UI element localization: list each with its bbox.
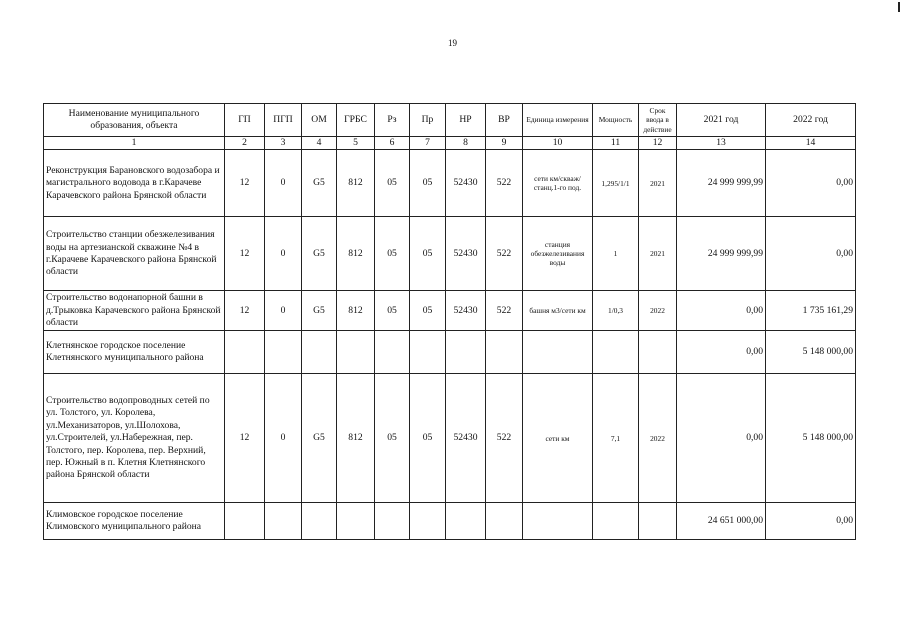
- amount-2021-cell: 0,00: [677, 374, 766, 503]
- amount-2021-cell: 24 999 999,99: [677, 150, 766, 217]
- unit-cell: сети км: [523, 374, 593, 503]
- commission-year-cell: 2022: [639, 291, 677, 331]
- rz-cell: 05: [375, 374, 410, 503]
- commission-year-cell: 2021: [639, 217, 677, 291]
- header-row: [44, 104, 856, 137]
- capacity-cell: 1/0,3: [593, 291, 639, 331]
- header-cell: Срок ввода в действие: [639, 104, 677, 137]
- unit-cell: сети км/скваж/станц.1-го под.: [523, 150, 593, 217]
- rz-cell: 05: [375, 291, 410, 331]
- amount-2021-cell: 0,00: [677, 331, 766, 374]
- amount-2022-cell: 0,00: [766, 150, 856, 217]
- column-number: 13: [677, 137, 766, 150]
- amount-2022-cell: 1 735 161,29: [766, 291, 856, 331]
- object-name-cell: Строительство станции обезжелезивания воды на артезианской скважине №4 в г.Карачеве Карачевского района Брянской области: [44, 217, 225, 291]
- header-cell: ВР: [486, 104, 523, 137]
- budget-table: [43, 103, 856, 540]
- nr-cell: [446, 331, 486, 374]
- municipality-name-cell: Клетнянское городское поселение Клетнянского муниципального района: [44, 331, 225, 374]
- grbs-cell: 812: [337, 291, 375, 331]
- header-cell: Единица измерения: [523, 104, 593, 137]
- column-number: 10: [523, 137, 593, 150]
- capacity-cell: [593, 503, 639, 540]
- vr-cell: 522: [486, 291, 523, 331]
- page-number: 19: [448, 38, 457, 48]
- om-cell: G5: [302, 374, 337, 503]
- pgp-cell: 0: [265, 217, 302, 291]
- om-cell: G5: [302, 150, 337, 217]
- column-number: 4: [302, 137, 337, 150]
- column-number: 12: [639, 137, 677, 150]
- header-cell: ГП: [225, 104, 265, 137]
- nr-cell: 52430: [446, 374, 486, 503]
- commission-year-cell: 2021: [639, 150, 677, 217]
- grbs-cell: 812: [337, 217, 375, 291]
- om-cell: [302, 331, 337, 374]
- amount-2022-cell: 5 148 000,00: [766, 374, 856, 503]
- unit-cell: [523, 331, 593, 374]
- amount-2022-cell: 0,00: [766, 217, 856, 291]
- nr-cell: 52430: [446, 150, 486, 217]
- om-cell: G5: [302, 217, 337, 291]
- header-cell: ОМ: [302, 104, 337, 137]
- pgp-cell: [265, 331, 302, 374]
- vr-cell: 522: [486, 374, 523, 503]
- header-cell: Наименование муниципального образования, объекта: [44, 104, 225, 137]
- header-cell: 2021 год: [677, 104, 766, 137]
- gp-cell: 12: [225, 374, 265, 503]
- header-cell: ГРБС: [337, 104, 375, 137]
- grbs-cell: [337, 503, 375, 540]
- column-number: 8: [446, 137, 486, 150]
- amount-2022-cell: 5 148 000,00: [766, 331, 856, 374]
- gp-cell: 12: [225, 291, 265, 331]
- pgp-cell: 0: [265, 150, 302, 217]
- nr-cell: 52430: [446, 291, 486, 331]
- object-name-cell: Строительство водонапорной башни в д.Трыковка Карачевского района Брянской области: [44, 291, 225, 331]
- vr-cell: [486, 331, 523, 374]
- grbs-cell: [337, 331, 375, 374]
- column-number: 2: [225, 137, 265, 150]
- capacity-cell: 1: [593, 217, 639, 291]
- header-cell: Мощность: [593, 104, 639, 137]
- pgp-cell: 0: [265, 291, 302, 331]
- column-number: 9: [486, 137, 523, 150]
- grbs-cell: 812: [337, 374, 375, 503]
- rz-cell: 05: [375, 150, 410, 217]
- unit-cell: станция обезжелезивания воды: [523, 217, 593, 291]
- header-cell: НР: [446, 104, 486, 137]
- header-cell: ПГП: [265, 104, 302, 137]
- amount-2022-cell: 0,00: [766, 503, 856, 540]
- gp-cell: [225, 503, 265, 540]
- table-row: [44, 374, 856, 503]
- vr-cell: 522: [486, 150, 523, 217]
- amount-2021-cell: 0,00: [677, 291, 766, 331]
- unit-cell: башня м3/сети км: [523, 291, 593, 331]
- object-name-cell: Реконструкция Барановского водозабора и магистрального водовода в г.Карачеве Карачевского района Брянской области: [44, 150, 225, 217]
- column-number: 1: [44, 137, 225, 150]
- capacity-cell: 1,295/1/1: [593, 150, 639, 217]
- column-number-row: [44, 137, 856, 150]
- column-number: 11: [593, 137, 639, 150]
- column-number: 5: [337, 137, 375, 150]
- nr-cell: [446, 503, 486, 540]
- om-cell: G5: [302, 291, 337, 331]
- column-number: 6: [375, 137, 410, 150]
- rz-cell: [375, 503, 410, 540]
- column-number: 14: [766, 137, 856, 150]
- gp-cell: 12: [225, 150, 265, 217]
- object-name-cell: Строительство водопроводных сетей по ул. Толстого, ул. Королева, ул.Механизаторов, ул.Шолохова, ул.Строителей, ул.Набережная, пер. Толстого, пер. Королева, пер. Верхний, пер. Южный в п. Клетня Клетнянского района Брянской области: [44, 374, 225, 503]
- pr-cell: 05: [410, 374, 446, 503]
- commission-year-cell: [639, 503, 677, 540]
- commission-year-cell: [639, 331, 677, 374]
- table-row: [44, 217, 856, 291]
- table-row: [44, 150, 856, 217]
- amount-2021-cell: 24 651 000,00: [677, 503, 766, 540]
- pr-cell: [410, 503, 446, 540]
- column-number: 3: [265, 137, 302, 150]
- pgp-cell: [265, 503, 302, 540]
- header-cell: Рз: [375, 104, 410, 137]
- unit-cell: [523, 503, 593, 540]
- capacity-cell: [593, 331, 639, 374]
- gp-cell: [225, 331, 265, 374]
- om-cell: [302, 503, 337, 540]
- header-cell: 2022 год: [766, 104, 856, 137]
- table-row: [44, 291, 856, 331]
- table-row: [44, 331, 856, 374]
- rz-cell: [375, 331, 410, 374]
- scan-edge-mark: [898, 2, 900, 12]
- vr-cell: 522: [486, 217, 523, 291]
- pr-cell: 05: [410, 291, 446, 331]
- pr-cell: 05: [410, 217, 446, 291]
- capacity-cell: 7,1: [593, 374, 639, 503]
- header-cell: Пр: [410, 104, 446, 137]
- grbs-cell: 812: [337, 150, 375, 217]
- amount-2021-cell: 24 999 999,99: [677, 217, 766, 291]
- column-number: 7: [410, 137, 446, 150]
- pr-cell: [410, 331, 446, 374]
- municipality-name-cell: Климовское городское поселение Климовского муниципального района: [44, 503, 225, 540]
- commission-year-cell: 2022: [639, 374, 677, 503]
- rz-cell: 05: [375, 217, 410, 291]
- pgp-cell: 0: [265, 374, 302, 503]
- vr-cell: [486, 503, 523, 540]
- nr-cell: 52430: [446, 217, 486, 291]
- table-row: [44, 503, 856, 540]
- gp-cell: 12: [225, 217, 265, 291]
- pr-cell: 05: [410, 150, 446, 217]
